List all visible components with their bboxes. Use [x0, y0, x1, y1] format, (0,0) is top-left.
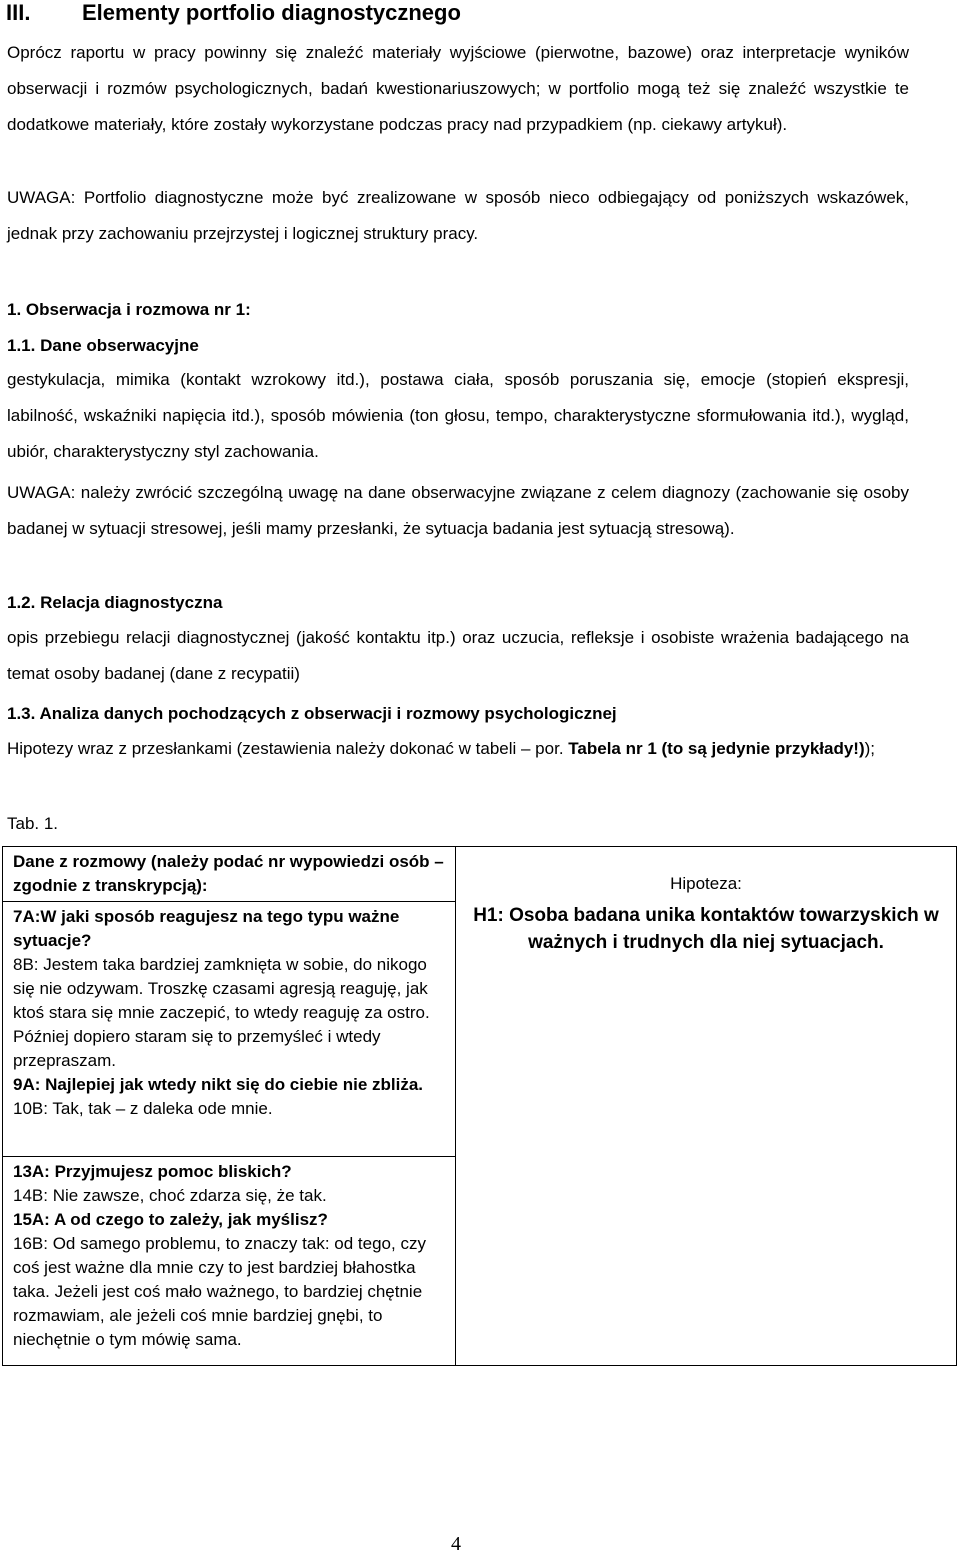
- interview-cell-2: [3, 1157, 456, 1366]
- subheading-1-2: 1.2. Relacja diagnostyczna: [7, 593, 223, 612]
- interview-header-cell: [3, 847, 456, 902]
- hypothesis-cell: [456, 847, 957, 1366]
- relation-paragraph: opis przebiegu relacji diagnostycznej (jakość kontaktu itp.) oraz uczucia, refleksje i osobiste wrażenia badającego na temat osoby badanej (dane z recypatii): [7, 628, 909, 683]
- page-number: 4: [451, 1533, 461, 1555]
- interview-header: Dane z rozmowy (należy podać nr wypowiedzi osób – zgodnie z transkrypcją):: [13, 852, 444, 895]
- observation-note-paragraph: UWAGA: należy zwrócić szczególną uwagę na dane obserwacyjne związane z celem diagnozy (zachowanie się osoby badanej w sytuacji stresowej, jeśli mamy przesłanki, że sytuacja badania jest sytuacją stresową).: [7, 483, 909, 538]
- question-13a: 13A: Przyjmujesz pomoc bliskich?: [13, 1162, 292, 1181]
- answer-8b: 8B: Jestem taka bardziej zamknięta w sobie, do nikogo się nie odzywam. Troszkę czasami agresją reaguję, jak ktoś stara się mnie zaczepić, to wtedy reaguję za ostro. Później dopiero staram się to przemyśleć i wtedy przepraszam.: [13, 955, 430, 1070]
- question-9a: 9A: Najlepiej jak wtedy nikt się do ciebie nie zbliża.: [13, 1075, 424, 1094]
- answer-16b: 16B: Od samego problemu, to znaczy tak: od tego, czy coś jest ważne dla mnie czy to jest bardziej błahostka taka. Jeżeli jest coś mało ważnego, to bardziej chętnie rozmawiam, ale jeżeli coś mnie bardziej gnębi, to niechętnie o tym mówię sama.: [13, 1234, 426, 1349]
- observation-paragraph: gestykulacja, mimika (kontakt wzrokowy itd.), postawa ciała, sposób poruszania się, emocje (stopień ekspresji, labilność, wskaźniki napięcia itd.), sposób mówienia (ton głosu, tempo, charakterystyczne sformułowania itd.), wygląd, ubiór, charakterystyczny styl zachowania.: [7, 370, 909, 461]
- hypothesis-header: Hipoteza:: [670, 874, 742, 893]
- hypothesis-text: H1: Osoba badana unika kontaktów towarzyskich w ważnych i trudnych dla niej sytuacjach.: [473, 905, 939, 953]
- hypotheses-paragraph: Hipotezy wraz z przesłankami (zestawienia należy dokonać w tabeli – por. Tabela nr 1 (to są jedynie przykłady!));: [7, 739, 876, 758]
- intro-paragraph: Oprócz raportu w pracy powinny się znaleźć materiały wyjściowe (pierwotne, bazowe) oraz interpretacje wyników obserwacji i rozmów psychologicznych, badań kwestionariuszowych; w portfolio mogą też się znaleźć wszystkie te dodatkowe materiały, które zostały wykorzystane podczas pracy nad przypadkiem (np. ciekawy artykuł).: [7, 43, 909, 134]
- question-7a: 7A:W jaki sposób reagujesz na tego typu ważne sytuacje?: [13, 907, 400, 950]
- subheading-1-1: 1.1. Dane obserwacyjne: [7, 336, 199, 355]
- note-paragraph: UWAGA: Portfolio diagnostyczne może być zrealizowane w sposób nieco odbiegający od poniższych wskazówek, jednak przy zachowaniu przejrzystej i logicznej struktury pracy.: [7, 188, 909, 243]
- table-caption: Tab. 1.: [7, 814, 59, 833]
- table-header-row: [3, 847, 957, 902]
- subheading-1: 1. Obserwacja i rozmowa nr 1:: [7, 300, 251, 319]
- section-heading: III. Elementy portfolio diagnostycznego: [6, 0, 461, 25]
- subheading-1-3: 1.3. Analiza danych pochodzących z obserwacji i rozmowy psychologicznej: [7, 704, 617, 723]
- question-15a: 15A: A od czego to zależy, jak myślisz?: [13, 1210, 328, 1229]
- answer-14b: 14B: Nie zawsze, choć zdarza się, że tak.: [13, 1186, 327, 1205]
- interview-cell-1: [3, 902, 456, 1157]
- data-table: [2, 846, 957, 1366]
- answer-10b: 10B: Tak, tak – z daleka ode mnie.: [13, 1099, 273, 1118]
